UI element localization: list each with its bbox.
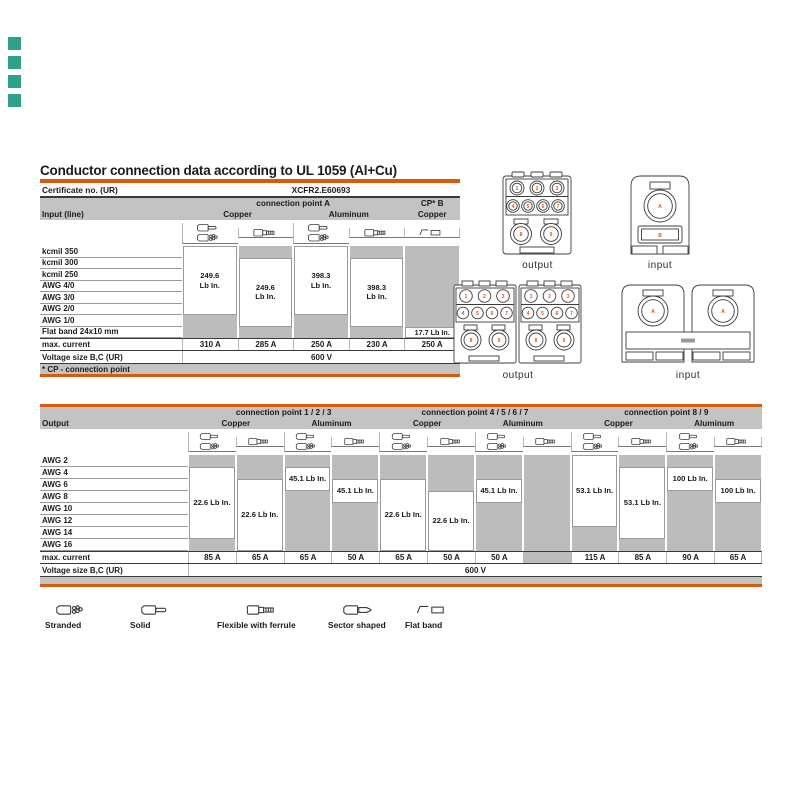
terminal-number: 4 xyxy=(511,204,515,210)
page-title: Conductor connection data according to UL 1059 (Al+Cu) xyxy=(40,163,397,178)
title-accent-bar xyxy=(40,179,460,183)
torque-value: 17.7 Lb In. xyxy=(414,327,450,337)
torque-value: 53.1 Lb In. xyxy=(575,486,614,496)
voltage-value: 600 V xyxy=(182,351,460,363)
group-header-cp-89: connection point 8 / 9 xyxy=(624,408,709,417)
torque-value: 398.3 xyxy=(367,282,387,292)
stranded-conductor-icon xyxy=(307,233,335,243)
conductor-type-cell xyxy=(523,437,571,447)
conductor-type-cell xyxy=(182,223,238,244)
max-current-value: 285 A xyxy=(238,339,294,350)
torque-column xyxy=(427,455,475,551)
torque-value: 22.6 Lb In. xyxy=(241,510,279,520)
figure-caption: output xyxy=(502,370,534,381)
solid-conductor-icon xyxy=(140,604,176,616)
not-applicable-cell xyxy=(524,455,570,551)
terminal-number: 5 xyxy=(526,204,530,210)
figure-output-single xyxy=(500,170,575,263)
torque-column xyxy=(475,455,523,551)
terminal-letter: A xyxy=(721,309,725,315)
solid-conductor-icon xyxy=(307,223,335,233)
stranded-conductor-icon xyxy=(196,233,224,243)
output-table xyxy=(40,404,762,587)
legend-label: Sector shaped xyxy=(328,620,386,630)
terminal-number: 4 xyxy=(461,311,465,317)
torque-column xyxy=(379,455,427,551)
material-header-aluminum: Aluminum xyxy=(694,419,735,428)
max-current-label: max. current xyxy=(42,340,91,349)
figure-output-double xyxy=(453,280,583,371)
material-header-aluminum: Aluminum xyxy=(328,210,369,219)
max-current-value: 85 A xyxy=(618,552,666,563)
solid-conductor-icon xyxy=(295,432,321,441)
voltage-label: Voltage size B,C (UR) xyxy=(42,352,123,362)
stranded-conductor-icon xyxy=(582,442,608,451)
conductor-type-cell xyxy=(404,228,460,239)
legend-label: Stranded xyxy=(45,620,82,630)
row-label: AWG 2 xyxy=(40,455,188,467)
not-applicable-cell xyxy=(667,491,713,551)
terminal-number: 2 xyxy=(548,294,551,300)
not-applicable-cell xyxy=(715,455,761,479)
torque-unit: Lb In. xyxy=(310,280,332,290)
not-applicable-cell xyxy=(380,455,426,479)
material-header-copper: Copper xyxy=(223,210,252,219)
torque-column xyxy=(331,455,379,551)
terminal-letter: A xyxy=(651,309,655,315)
row-label: kcmil 250 xyxy=(40,269,182,281)
torque-column-cpb-flatband xyxy=(404,246,460,338)
ferrule-conductor-icon xyxy=(247,437,273,446)
terminal-number: 3 xyxy=(555,186,559,192)
torque-value: 45.1 Lb In. xyxy=(289,474,327,484)
not-applicable-cell xyxy=(183,315,237,338)
torque-column xyxy=(571,455,619,551)
max-current-not-applicable xyxy=(523,552,571,563)
stranded-conductor-icon xyxy=(678,442,704,451)
row-label: AWG 4/0 xyxy=(40,281,182,293)
stranded-conductor-icon xyxy=(486,442,512,451)
torque-value: 249.6 xyxy=(200,271,220,280)
terminal-number: 1 xyxy=(515,186,519,192)
conductor-type-cell xyxy=(236,437,284,447)
sector-conductor-icon xyxy=(342,604,378,616)
row-label: AWG 12 xyxy=(40,515,188,527)
row-label: AWG 2/0 xyxy=(40,304,182,316)
ferrule-conductor-icon xyxy=(630,437,656,446)
terminal-number: 5 xyxy=(541,311,544,317)
legend-label: Solid xyxy=(130,620,151,630)
max-current-label: max. current xyxy=(42,553,91,562)
terminal-number: 2 xyxy=(483,294,486,300)
torque-column xyxy=(188,455,236,551)
not-applicable-cell xyxy=(476,503,522,551)
page-edge-marker xyxy=(8,56,21,69)
torque-column xyxy=(284,455,332,551)
solid-conductor-icon xyxy=(196,223,224,233)
legend-label: Flexible with ferrule xyxy=(217,620,296,630)
row-label: AWG 16 xyxy=(40,539,188,551)
torque-value: 100 Lb In. xyxy=(720,486,756,496)
max-current-value: 250 A xyxy=(293,339,349,350)
terminal-number: 8 xyxy=(469,338,473,344)
solid-conductor-icon xyxy=(486,432,512,441)
not-applicable-cell xyxy=(350,246,404,258)
conductor-type-cell xyxy=(618,437,666,447)
terminal-number: 9 xyxy=(562,338,566,344)
group-header-cp-4567: connection point 4 / 5 / 6 / 7 xyxy=(421,408,529,417)
not-applicable-cell xyxy=(715,503,761,551)
conductor-type-cell xyxy=(331,437,379,447)
ferrule-conductor-icon xyxy=(343,437,369,446)
terminal-number: 8 xyxy=(519,232,523,238)
max-current-value: 65 A xyxy=(284,552,332,563)
torque-value: 22.6 Lb In. xyxy=(193,498,231,508)
torque-value: 100 Lb In. xyxy=(672,474,708,484)
row-label: Flat band 24x10 mm xyxy=(40,327,182,339)
max-current-value: 230 A xyxy=(349,339,405,350)
torque-value: 45.1 Lb In. xyxy=(336,486,374,496)
group-header-cp-b: CP* B xyxy=(420,199,444,208)
max-current-value: 65 A xyxy=(379,552,427,563)
stranded-conductor-icon xyxy=(295,442,321,451)
voltage-label: Voltage size B,C (UR) xyxy=(42,565,123,575)
terminal-number: 3 xyxy=(566,294,570,300)
figure-caption: input xyxy=(647,260,673,271)
terminal-number: 1 xyxy=(464,294,468,300)
footnote-text: * CP - connection point xyxy=(42,364,130,374)
torque-column-al-ferrule xyxy=(349,246,405,338)
output-terminal-drawing xyxy=(453,280,583,366)
torque-column-al-stranded xyxy=(293,246,349,338)
figure-caption: input xyxy=(675,370,701,381)
terminal-number: 7 xyxy=(556,204,560,210)
conductor-type-cell xyxy=(284,432,332,452)
stranded-conductor-icon xyxy=(55,604,91,616)
ferrule-conductor-icon xyxy=(363,228,391,238)
conductor-type-cell xyxy=(238,228,294,239)
material-header-copper: Copper xyxy=(412,419,442,428)
terminal-number: 6 xyxy=(490,311,494,317)
conductor-type-cell xyxy=(666,432,714,452)
legend-item-solid xyxy=(130,604,176,630)
terminal-number: 9 xyxy=(549,232,553,238)
legend-item-stranded xyxy=(45,604,91,630)
not-applicable-cell xyxy=(332,455,378,479)
not-applicable-cell xyxy=(239,327,293,339)
not-applicable-cell xyxy=(405,246,459,327)
torque-column xyxy=(236,455,284,551)
terminal-letter: A xyxy=(658,204,662,210)
max-current-value: 50 A xyxy=(475,552,523,563)
not-applicable-cell xyxy=(239,246,293,258)
page-edge-marker xyxy=(8,37,21,50)
row-label: AWG 8 xyxy=(40,491,188,503)
terminal-number: 1 xyxy=(529,294,533,300)
not-applicable-cell xyxy=(572,527,618,551)
solid-conductor-icon xyxy=(391,432,417,441)
legend-label: Flat band xyxy=(405,620,443,630)
row-label: AWG 6 xyxy=(40,479,188,491)
conductor-type-cell xyxy=(349,228,405,239)
torque-column xyxy=(523,455,571,551)
not-applicable-cell xyxy=(285,491,331,551)
terminal-number: 8 xyxy=(534,338,538,344)
terminal-number: 5 xyxy=(476,311,479,317)
max-current-value: 90 A xyxy=(666,552,714,563)
max-current-value: 85 A xyxy=(188,552,236,563)
torque-unit: Lb In. xyxy=(255,292,276,301)
voltage-value: 600 V xyxy=(188,564,762,576)
input-line-label: Input (line) xyxy=(42,210,84,219)
row-label: kcmil 350 xyxy=(40,246,182,258)
not-applicable-cell xyxy=(294,315,348,338)
material-header-copper: Copper xyxy=(604,419,633,428)
legend-item-ferrule xyxy=(217,604,296,630)
material-header-copper: Copper xyxy=(417,210,447,219)
terminal-number: 3 xyxy=(501,294,505,300)
figure-input-double xyxy=(618,280,758,371)
conductor-type-cell xyxy=(293,223,349,244)
ferrule-conductor-icon xyxy=(534,437,560,446)
material-header-copper: Copper xyxy=(221,419,251,428)
input-terminal-drawing xyxy=(625,170,695,258)
group-header-cp-123: connection point 1 / 2 / 3 xyxy=(235,408,332,417)
page-edge-marker xyxy=(8,94,21,107)
torque-value: 398.3 xyxy=(311,271,331,280)
ferrule-conductor-icon xyxy=(252,228,280,238)
not-applicable-cell xyxy=(619,455,665,467)
torque-value: 53.1 Lb In. xyxy=(623,498,661,508)
row-label: AWG 14 xyxy=(40,527,188,539)
max-current-value: 310 A xyxy=(182,339,238,350)
torque-value: 45.1 Lb In. xyxy=(480,486,518,496)
output-label: Output xyxy=(42,419,69,428)
torque-value: 22.6 Lb In. xyxy=(384,510,422,520)
not-applicable-cell xyxy=(476,455,522,479)
input-table xyxy=(40,184,460,377)
certificate-value: XCFR2.E60693 xyxy=(291,185,351,195)
terminal-number: 6 xyxy=(555,311,559,317)
page-edge-marker xyxy=(8,75,21,88)
terminal-number: 4 xyxy=(526,311,530,317)
terminal-letter: B xyxy=(658,233,662,239)
terminal-number: 2 xyxy=(535,186,539,192)
conductor-type-cell xyxy=(571,432,619,452)
not-applicable-cell xyxy=(285,455,331,467)
group-header-connection-point-a: connection point A xyxy=(256,199,331,208)
torque-column xyxy=(714,455,762,551)
material-header-aluminum: Aluminum xyxy=(311,419,352,428)
conductor-type-cell xyxy=(475,432,523,452)
max-current-value: 115 A xyxy=(571,552,619,563)
table-footer-bar xyxy=(40,577,762,587)
legend-item-flatband xyxy=(405,604,451,630)
solid-conductor-icon xyxy=(199,432,225,441)
row-label: AWG 10 xyxy=(40,503,188,515)
output-terminal-drawing xyxy=(500,170,575,258)
torque-unit: Lb In. xyxy=(199,280,220,290)
max-current-value: 65 A xyxy=(714,552,762,563)
not-applicable-cell xyxy=(619,539,665,551)
terminal-number: 7 xyxy=(570,311,573,317)
not-applicable-cell xyxy=(667,455,713,467)
table-footnote xyxy=(40,364,460,377)
not-applicable-cell xyxy=(237,455,283,479)
not-applicable-cell xyxy=(332,503,378,551)
torque-value: 22.6 Lb In. xyxy=(432,516,470,526)
figure-caption: output xyxy=(522,260,553,271)
flat-band-icon xyxy=(418,228,446,238)
stranded-conductor-icon xyxy=(391,442,417,451)
solid-conductor-icon xyxy=(582,432,608,441)
not-applicable-cell xyxy=(189,539,235,551)
torque-column xyxy=(618,455,666,551)
not-applicable-cell xyxy=(428,455,474,491)
solid-conductor-icon xyxy=(678,432,704,441)
terminal-number: 6 xyxy=(541,204,545,210)
ferrule-conductor-icon xyxy=(245,604,281,616)
ferrule-conductor-icon xyxy=(439,437,465,446)
not-applicable-cell xyxy=(350,327,404,339)
stranded-conductor-icon xyxy=(199,442,225,451)
torque-column-cu-stranded xyxy=(182,246,238,338)
row-label: AWG 4 xyxy=(40,467,188,479)
input-terminal-drawing xyxy=(618,280,758,366)
row-label: AWG 3/0 xyxy=(40,292,182,304)
not-applicable-cell xyxy=(189,455,235,467)
max-current-value: 50 A xyxy=(427,552,475,563)
flat-band-icon xyxy=(415,604,451,616)
legend-item-sector xyxy=(328,604,386,630)
certificate-label: Certificate no. (UR) xyxy=(42,185,118,195)
max-current-value: 50 A xyxy=(331,552,379,563)
max-current-value: 65 A xyxy=(236,552,284,563)
conductor-type-cell xyxy=(188,432,236,452)
row-label: kcmil 300 xyxy=(40,258,182,270)
torque-column-cu-ferrule xyxy=(238,246,294,338)
terminal-number: 9 xyxy=(497,338,501,344)
row-label: AWG 1/0 xyxy=(40,315,182,327)
material-header-aluminum: Aluminum xyxy=(502,419,543,428)
conductor-type-cell xyxy=(379,432,427,452)
torque-column xyxy=(666,455,714,551)
conductor-type-cell xyxy=(714,437,762,447)
figure-input-single xyxy=(625,170,695,263)
ferrule-conductor-icon xyxy=(725,437,751,446)
conductor-type-cell xyxy=(427,437,475,447)
terminal-number: 7 xyxy=(505,311,508,317)
max-current-value: 250 A xyxy=(404,339,460,350)
torque-unit: Lb In. xyxy=(366,292,387,301)
torque-value: 249.6 xyxy=(255,282,275,292)
